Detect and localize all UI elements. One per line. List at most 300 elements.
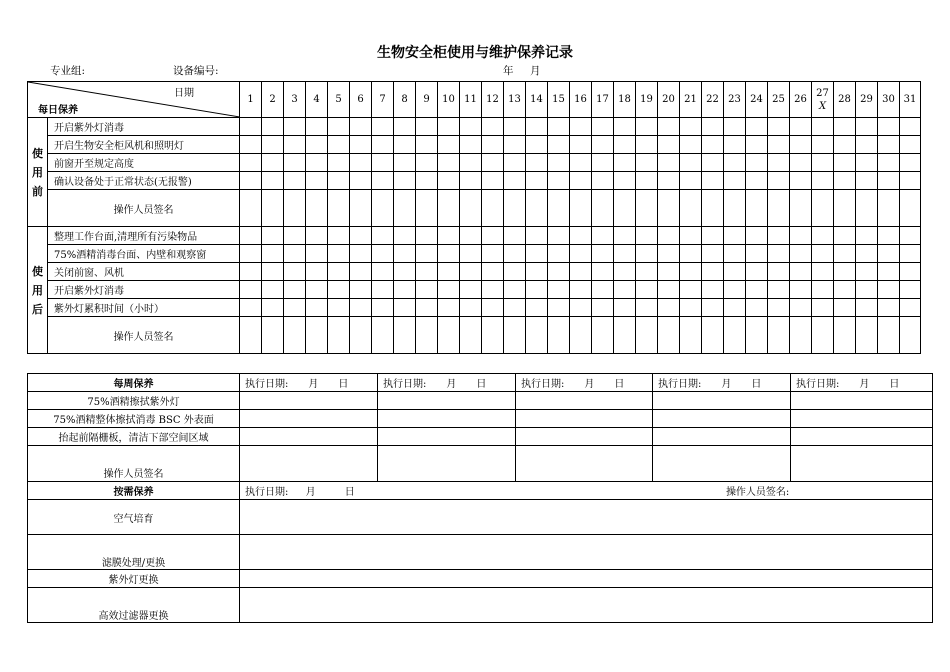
day-check-cell[interactable] xyxy=(548,245,570,263)
day-check-cell[interactable] xyxy=(482,172,504,190)
day-check-cell[interactable] xyxy=(724,299,746,317)
day-check-cell[interactable] xyxy=(240,263,262,281)
day-check-cell[interactable] xyxy=(724,136,746,154)
day-check-cell[interactable] xyxy=(548,154,570,172)
day-check-cell[interactable] xyxy=(328,263,350,281)
signature-cell[interactable] xyxy=(856,317,878,354)
weekly-entry-cell[interactable] xyxy=(240,392,378,410)
signature-cell[interactable] xyxy=(790,190,812,227)
signature-cell[interactable] xyxy=(680,190,702,227)
day-check-cell[interactable] xyxy=(614,136,636,154)
day-check-cell[interactable] xyxy=(306,227,328,245)
day-check-cell[interactable] xyxy=(768,118,790,136)
day-check-cell[interactable] xyxy=(812,281,834,299)
day-check-cell[interactable] xyxy=(262,227,284,245)
day-check-cell[interactable] xyxy=(328,299,350,317)
day-check-cell[interactable] xyxy=(856,245,878,263)
day-check-cell[interactable] xyxy=(548,118,570,136)
day-check-cell[interactable] xyxy=(262,299,284,317)
signature-cell[interactable] xyxy=(328,317,350,354)
day-check-cell[interactable] xyxy=(284,281,306,299)
day-check-cell[interactable] xyxy=(394,299,416,317)
day-check-cell[interactable] xyxy=(306,281,328,299)
day-check-cell[interactable] xyxy=(306,154,328,172)
day-check-cell[interactable] xyxy=(680,299,702,317)
day-check-cell[interactable] xyxy=(702,136,724,154)
day-check-cell[interactable] xyxy=(438,263,460,281)
day-check-cell[interactable] xyxy=(372,154,394,172)
day-check-cell[interactable] xyxy=(240,245,262,263)
day-check-cell[interactable] xyxy=(526,299,548,317)
day-check-cell[interactable] xyxy=(262,245,284,263)
weekly-entry-cell[interactable] xyxy=(516,428,653,446)
day-check-cell[interactable] xyxy=(812,299,834,317)
day-check-cell[interactable] xyxy=(504,154,526,172)
day-check-cell[interactable] xyxy=(658,118,680,136)
day-check-cell[interactable] xyxy=(262,263,284,281)
day-check-cell[interactable] xyxy=(768,227,790,245)
day-check-cell[interactable] xyxy=(504,118,526,136)
signature-cell[interactable] xyxy=(328,190,350,227)
day-check-cell[interactable] xyxy=(284,118,306,136)
day-check-cell[interactable] xyxy=(724,118,746,136)
day-check-cell[interactable] xyxy=(878,299,900,317)
day-check-cell[interactable] xyxy=(328,245,350,263)
day-check-cell[interactable] xyxy=(394,172,416,190)
day-check-cell[interactable] xyxy=(768,299,790,317)
day-check-cell[interactable] xyxy=(416,299,438,317)
day-check-cell[interactable] xyxy=(900,263,921,281)
day-check-cell[interactable] xyxy=(350,172,372,190)
day-check-cell[interactable] xyxy=(900,154,921,172)
day-check-cell[interactable] xyxy=(438,281,460,299)
day-check-cell[interactable] xyxy=(614,281,636,299)
signature-cell[interactable] xyxy=(350,317,372,354)
signature-cell[interactable] xyxy=(636,190,658,227)
day-check-cell[interactable] xyxy=(548,136,570,154)
day-check-cell[interactable] xyxy=(592,245,614,263)
day-check-cell[interactable] xyxy=(658,281,680,299)
day-check-cell[interactable] xyxy=(394,154,416,172)
signature-cell[interactable] xyxy=(526,190,548,227)
day-check-cell[interactable] xyxy=(372,263,394,281)
day-check-cell[interactable] xyxy=(416,136,438,154)
day-check-cell[interactable] xyxy=(240,136,262,154)
weekly-entry-cell[interactable] xyxy=(378,446,516,482)
day-check-cell[interactable] xyxy=(614,154,636,172)
day-check-cell[interactable] xyxy=(834,227,856,245)
signature-cell[interactable] xyxy=(262,190,284,227)
signature-cell[interactable] xyxy=(438,317,460,354)
day-check-cell[interactable] xyxy=(680,263,702,281)
day-check-cell[interactable] xyxy=(306,172,328,190)
day-check-cell[interactable] xyxy=(570,263,592,281)
ondemand-entry[interactable] xyxy=(240,570,933,588)
signature-cell[interactable] xyxy=(592,190,614,227)
day-check-cell[interactable] xyxy=(306,299,328,317)
day-check-cell[interactable] xyxy=(240,154,262,172)
day-check-cell[interactable] xyxy=(834,245,856,263)
day-check-cell[interactable] xyxy=(328,136,350,154)
signature-cell[interactable] xyxy=(306,190,328,227)
ondemand-entry[interactable] xyxy=(240,500,933,535)
day-check-cell[interactable] xyxy=(416,263,438,281)
signature-cell[interactable] xyxy=(284,317,306,354)
signature-cell[interactable] xyxy=(702,190,724,227)
weekly-entry-cell[interactable] xyxy=(516,410,653,428)
day-check-cell[interactable] xyxy=(570,245,592,263)
day-check-cell[interactable] xyxy=(482,245,504,263)
day-check-cell[interactable] xyxy=(746,136,768,154)
signature-cell[interactable] xyxy=(548,190,570,227)
day-check-cell[interactable] xyxy=(702,281,724,299)
day-check-cell[interactable] xyxy=(350,118,372,136)
day-check-cell[interactable] xyxy=(504,172,526,190)
day-check-cell[interactable] xyxy=(592,281,614,299)
day-check-cell[interactable] xyxy=(372,172,394,190)
day-check-cell[interactable] xyxy=(482,227,504,245)
day-check-cell[interactable] xyxy=(790,281,812,299)
day-check-cell[interactable] xyxy=(592,118,614,136)
day-check-cell[interactable] xyxy=(614,299,636,317)
signature-cell[interactable] xyxy=(460,317,482,354)
day-check-cell[interactable] xyxy=(526,281,548,299)
day-check-cell[interactable] xyxy=(372,299,394,317)
day-check-cell[interactable] xyxy=(482,263,504,281)
signature-cell[interactable] xyxy=(680,317,702,354)
day-check-cell[interactable] xyxy=(262,136,284,154)
day-check-cell[interactable] xyxy=(768,245,790,263)
day-check-cell[interactable] xyxy=(746,281,768,299)
day-check-cell[interactable] xyxy=(746,263,768,281)
weekly-exec-date-cell[interactable] xyxy=(240,374,378,392)
day-check-cell[interactable] xyxy=(592,263,614,281)
day-check-cell[interactable] xyxy=(372,227,394,245)
day-check-cell[interactable] xyxy=(724,263,746,281)
day-check-cell[interactable] xyxy=(482,281,504,299)
signature-cell[interactable] xyxy=(372,190,394,227)
day-check-cell[interactable] xyxy=(636,281,658,299)
day-check-cell[interactable] xyxy=(438,227,460,245)
day-check-cell[interactable] xyxy=(878,172,900,190)
day-check-cell[interactable] xyxy=(658,245,680,263)
day-check-cell[interactable] xyxy=(768,263,790,281)
day-check-cell[interactable] xyxy=(284,227,306,245)
day-check-cell[interactable] xyxy=(372,118,394,136)
day-check-cell[interactable] xyxy=(702,118,724,136)
day-check-cell[interactable] xyxy=(504,245,526,263)
day-check-cell[interactable] xyxy=(460,281,482,299)
day-check-cell[interactable] xyxy=(768,154,790,172)
day-check-cell[interactable] xyxy=(878,118,900,136)
signature-cell[interactable] xyxy=(834,317,856,354)
day-check-cell[interactable] xyxy=(856,227,878,245)
signature-cell[interactable] xyxy=(724,317,746,354)
signature-cell[interactable] xyxy=(636,317,658,354)
day-check-cell[interactable] xyxy=(790,172,812,190)
day-check-cell[interactable] xyxy=(350,154,372,172)
day-check-cell[interactable] xyxy=(790,118,812,136)
day-check-cell[interactable] xyxy=(900,299,921,317)
day-check-cell[interactable] xyxy=(592,172,614,190)
signature-cell[interactable] xyxy=(812,190,834,227)
day-check-cell[interactable] xyxy=(284,136,306,154)
day-check-cell[interactable] xyxy=(394,281,416,299)
signature-cell[interactable] xyxy=(658,317,680,354)
weekly-exec-date-cell[interactable] xyxy=(653,374,791,392)
day-check-cell[interactable] xyxy=(790,227,812,245)
day-check-cell[interactable] xyxy=(834,281,856,299)
day-check-cell[interactable] xyxy=(702,227,724,245)
day-check-cell[interactable] xyxy=(658,227,680,245)
day-check-cell[interactable] xyxy=(306,136,328,154)
day-check-cell[interactable] xyxy=(262,281,284,299)
weekly-entry-cell[interactable] xyxy=(240,428,378,446)
day-check-cell[interactable] xyxy=(570,172,592,190)
day-check-cell[interactable] xyxy=(372,281,394,299)
day-check-cell[interactable] xyxy=(636,154,658,172)
weekly-entry-cell[interactable] xyxy=(653,392,791,410)
day-check-cell[interactable] xyxy=(658,263,680,281)
day-check-cell[interactable] xyxy=(768,281,790,299)
signature-cell[interactable] xyxy=(438,190,460,227)
day-check-cell[interactable] xyxy=(900,281,921,299)
day-check-cell[interactable] xyxy=(526,118,548,136)
day-check-cell[interactable] xyxy=(878,227,900,245)
signature-cell[interactable] xyxy=(746,190,768,227)
day-check-cell[interactable] xyxy=(284,263,306,281)
day-check-cell[interactable] xyxy=(592,299,614,317)
day-check-cell[interactable] xyxy=(636,263,658,281)
day-check-cell[interactable] xyxy=(460,245,482,263)
day-check-cell[interactable] xyxy=(482,299,504,317)
weekly-entry-cell[interactable] xyxy=(791,392,933,410)
weekly-entry-cell[interactable] xyxy=(516,392,653,410)
day-check-cell[interactable] xyxy=(482,136,504,154)
day-check-cell[interactable] xyxy=(306,245,328,263)
day-check-cell[interactable] xyxy=(438,154,460,172)
day-check-cell[interactable] xyxy=(790,299,812,317)
day-check-cell[interactable] xyxy=(328,281,350,299)
day-check-cell[interactable] xyxy=(350,227,372,245)
signature-cell[interactable] xyxy=(702,317,724,354)
day-check-cell[interactable] xyxy=(724,154,746,172)
day-check-cell[interactable] xyxy=(702,154,724,172)
day-check-cell[interactable] xyxy=(526,172,548,190)
signature-cell[interactable] xyxy=(482,190,504,227)
day-check-cell[interactable] xyxy=(636,136,658,154)
day-check-cell[interactable] xyxy=(834,263,856,281)
day-check-cell[interactable] xyxy=(746,154,768,172)
day-check-cell[interactable] xyxy=(856,263,878,281)
day-check-cell[interactable] xyxy=(790,263,812,281)
signature-cell[interactable] xyxy=(900,317,921,354)
day-check-cell[interactable] xyxy=(878,136,900,154)
day-check-cell[interactable] xyxy=(328,154,350,172)
day-check-cell[interactable] xyxy=(262,118,284,136)
day-check-cell[interactable] xyxy=(284,245,306,263)
day-check-cell[interactable] xyxy=(460,299,482,317)
day-check-cell[interactable] xyxy=(878,245,900,263)
day-check-cell[interactable] xyxy=(306,263,328,281)
day-check-cell[interactable] xyxy=(900,136,921,154)
day-check-cell[interactable] xyxy=(592,154,614,172)
day-check-cell[interactable] xyxy=(482,118,504,136)
day-check-cell[interactable] xyxy=(548,172,570,190)
weekly-entry-cell[interactable] xyxy=(240,410,378,428)
day-check-cell[interactable] xyxy=(482,154,504,172)
day-check-cell[interactable] xyxy=(570,227,592,245)
signature-cell[interactable] xyxy=(746,317,768,354)
signature-cell[interactable] xyxy=(658,190,680,227)
day-check-cell[interactable] xyxy=(680,281,702,299)
day-check-cell[interactable] xyxy=(724,172,746,190)
day-check-cell[interactable] xyxy=(240,118,262,136)
day-check-cell[interactable] xyxy=(416,172,438,190)
day-check-cell[interactable] xyxy=(658,299,680,317)
signature-cell[interactable] xyxy=(900,190,921,227)
day-check-cell[interactable] xyxy=(812,154,834,172)
day-check-cell[interactable] xyxy=(416,118,438,136)
signature-cell[interactable] xyxy=(548,317,570,354)
signature-cell[interactable] xyxy=(240,190,262,227)
weekly-entry-cell[interactable] xyxy=(378,392,516,410)
signature-cell[interactable] xyxy=(416,317,438,354)
day-check-cell[interactable] xyxy=(460,227,482,245)
day-check-cell[interactable] xyxy=(702,172,724,190)
day-check-cell[interactable] xyxy=(834,154,856,172)
day-check-cell[interactable] xyxy=(438,245,460,263)
day-check-cell[interactable] xyxy=(328,172,350,190)
weekly-entry-cell[interactable] xyxy=(653,428,791,446)
day-check-cell[interactable] xyxy=(702,299,724,317)
day-check-cell[interactable] xyxy=(570,299,592,317)
signature-cell[interactable] xyxy=(504,190,526,227)
day-check-cell[interactable] xyxy=(350,263,372,281)
day-check-cell[interactable] xyxy=(570,136,592,154)
day-check-cell[interactable] xyxy=(768,172,790,190)
signature-cell[interactable] xyxy=(878,190,900,227)
day-check-cell[interactable] xyxy=(592,136,614,154)
day-check-cell[interactable] xyxy=(372,245,394,263)
weekly-entry-cell[interactable] xyxy=(378,428,516,446)
signature-cell[interactable] xyxy=(614,190,636,227)
day-check-cell[interactable] xyxy=(614,227,636,245)
day-check-cell[interactable] xyxy=(658,136,680,154)
day-check-cell[interactable] xyxy=(834,136,856,154)
weekly-exec-date-cell[interactable] xyxy=(791,374,933,392)
day-check-cell[interactable] xyxy=(812,245,834,263)
day-check-cell[interactable] xyxy=(680,245,702,263)
day-check-cell[interactable] xyxy=(284,172,306,190)
signature-cell[interactable] xyxy=(856,190,878,227)
weekly-entry-cell[interactable] xyxy=(653,410,791,428)
day-check-cell[interactable] xyxy=(878,263,900,281)
day-check-cell[interactable] xyxy=(834,172,856,190)
day-check-cell[interactable] xyxy=(526,227,548,245)
day-check-cell[interactable] xyxy=(504,227,526,245)
day-check-cell[interactable] xyxy=(900,172,921,190)
day-check-cell[interactable] xyxy=(878,154,900,172)
day-check-cell[interactable] xyxy=(416,154,438,172)
day-check-cell[interactable] xyxy=(416,281,438,299)
day-check-cell[interactable] xyxy=(724,227,746,245)
day-check-cell[interactable] xyxy=(328,227,350,245)
day-check-cell[interactable] xyxy=(900,118,921,136)
day-check-cell[interactable] xyxy=(372,136,394,154)
day-check-cell[interactable] xyxy=(856,136,878,154)
day-check-cell[interactable] xyxy=(702,245,724,263)
day-check-cell[interactable] xyxy=(768,136,790,154)
day-check-cell[interactable] xyxy=(394,227,416,245)
signature-cell[interactable] xyxy=(482,317,504,354)
day-check-cell[interactable] xyxy=(746,299,768,317)
day-check-cell[interactable] xyxy=(812,172,834,190)
day-check-cell[interactable] xyxy=(394,118,416,136)
day-check-cell[interactable] xyxy=(614,118,636,136)
day-check-cell[interactable] xyxy=(856,118,878,136)
signature-cell[interactable] xyxy=(526,317,548,354)
day-check-cell[interactable] xyxy=(438,299,460,317)
signature-cell[interactable] xyxy=(812,317,834,354)
signature-cell[interactable] xyxy=(394,317,416,354)
day-check-cell[interactable] xyxy=(900,245,921,263)
day-check-cell[interactable] xyxy=(240,227,262,245)
day-check-cell[interactable] xyxy=(504,136,526,154)
day-check-cell[interactable] xyxy=(328,118,350,136)
day-check-cell[interactable] xyxy=(548,227,570,245)
day-check-cell[interactable] xyxy=(724,281,746,299)
signature-cell[interactable] xyxy=(350,190,372,227)
weekly-entry-cell[interactable] xyxy=(378,410,516,428)
signature-cell[interactable] xyxy=(262,317,284,354)
signature-cell[interactable] xyxy=(834,190,856,227)
weekly-exec-date-cell[interactable] xyxy=(516,374,653,392)
day-check-cell[interactable] xyxy=(636,172,658,190)
day-check-cell[interactable] xyxy=(240,299,262,317)
day-check-cell[interactable] xyxy=(460,172,482,190)
signature-cell[interactable] xyxy=(768,190,790,227)
day-check-cell[interactable] xyxy=(416,227,438,245)
day-check-cell[interactable] xyxy=(350,281,372,299)
day-check-cell[interactable] xyxy=(438,172,460,190)
signature-cell[interactable] xyxy=(570,317,592,354)
day-check-cell[interactable] xyxy=(548,263,570,281)
day-check-cell[interactable] xyxy=(614,172,636,190)
day-check-cell[interactable] xyxy=(548,281,570,299)
day-check-cell[interactable] xyxy=(306,118,328,136)
day-check-cell[interactable] xyxy=(724,245,746,263)
day-check-cell[interactable] xyxy=(614,263,636,281)
day-check-cell[interactable] xyxy=(790,245,812,263)
day-check-cell[interactable] xyxy=(438,136,460,154)
day-check-cell[interactable] xyxy=(460,154,482,172)
day-check-cell[interactable] xyxy=(438,118,460,136)
day-check-cell[interactable] xyxy=(526,136,548,154)
day-check-cell[interactable] xyxy=(834,299,856,317)
day-check-cell[interactable] xyxy=(570,281,592,299)
signature-cell[interactable] xyxy=(592,317,614,354)
day-check-cell[interactable] xyxy=(856,281,878,299)
day-check-cell[interactable] xyxy=(504,299,526,317)
signature-cell[interactable] xyxy=(504,317,526,354)
signature-cell[interactable] xyxy=(614,317,636,354)
signature-cell[interactable] xyxy=(394,190,416,227)
day-check-cell[interactable] xyxy=(812,227,834,245)
day-check-cell[interactable] xyxy=(746,227,768,245)
day-check-cell[interactable] xyxy=(680,136,702,154)
day-check-cell[interactable] xyxy=(350,245,372,263)
